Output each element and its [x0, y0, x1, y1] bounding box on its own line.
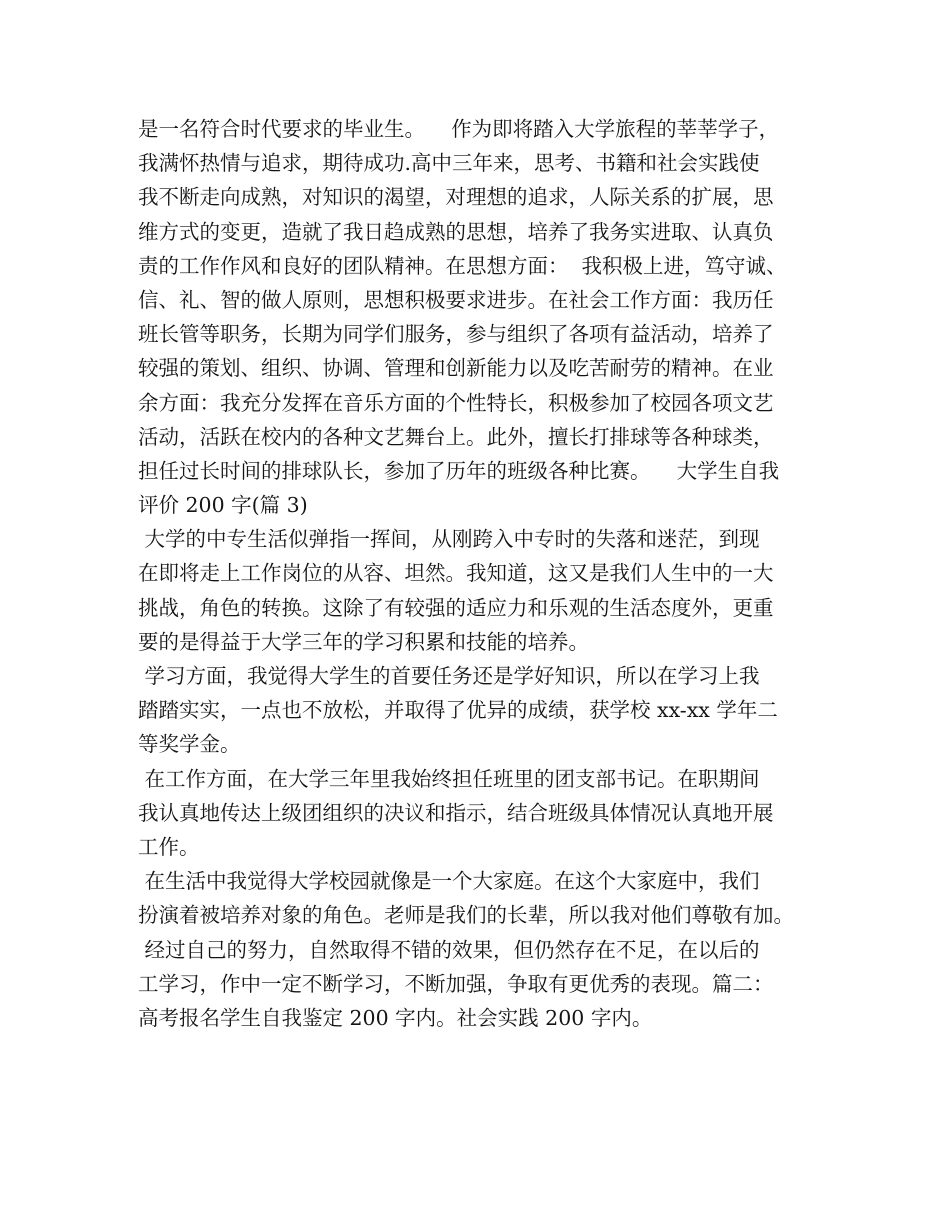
text-line-5: 责的工作作风和良好的团队精神。在思想方面： 我积极上进，笃守诚、	[138, 253, 787, 278]
text-line-9: 余方面：我充分发挥在音乐方面的个性特长，积极参加了校园各项文艺	[138, 390, 774, 415]
text-line-23: 在生活中我觉得大学校园就像是一个大家庭。在这个大家庭中，我们	[138, 869, 760, 894]
text-line-27: 高考报名学生自我鉴定 200 字内。社会实践 200 字内。	[138, 1005, 653, 1030]
text-line-21: 我认真地传达上级团组织的决议和指示，结合班级具体情况认真地开展	[138, 800, 774, 825]
section-heading-line: 评价 200 字(篇 3)	[138, 493, 308, 518]
text-line-26: 工学习，作中一定不断学习，不断加强，争取有更优秀的表现。篇二：	[138, 971, 774, 996]
text-line-10: 活动，活跃在校内的各种文艺舞台上。此外，擅长打排球等各种球类，	[138, 424, 774, 449]
text-line-14: 在即将走上工作岗位的从容、坦然。我知道，这又是我们人生中的一大	[138, 561, 774, 586]
text-line-25: 经过自己的努力，自然取得不错的效果，但仍然存在不足，在以后的	[138, 937, 760, 962]
text-line-24: 扮演着被培养对象的角色。老师是我们的长辈，所以我对他们尊敬有加。	[138, 903, 794, 928]
text-line-20: 在工作方面，在大学三年里我始终担任班里的团支部书记。在职期间	[138, 766, 760, 791]
text-line-16: 要的是得益于大学三年的学习积累和技能的培养。	[138, 629, 589, 654]
text-line-2: 我满怀热情与追求，期待成功.高中三年来，思考、书籍和社会实践使	[138, 151, 760, 176]
text-line-15: 挑战，角色的转换。这除了有较强的适应力和乐观的生活态度外，更重	[138, 595, 774, 620]
text-line-19: 等奖学金。	[138, 732, 241, 757]
text-line-11: 担任过长时间的排球队长，参加了历年的班级各种比赛。 大学生自我	[138, 458, 780, 483]
text-line-6: 信、礼、智的做人原则，思想积极要求进步。在社会工作方面：我历任	[138, 287, 774, 312]
text-line-13: 大学的中专生活似弹指一挥间，从刚跨入中专时的失落和迷茫，到现	[138, 527, 760, 552]
text-line-8: 较强的策划、组织、协调、管理和创新能力以及吃苦耐劳的精神。在业	[138, 356, 774, 381]
text-line-17: 学习方面，我觉得大学生的首要任务还是学好知识，所以在学习上我	[138, 664, 760, 688]
text-line-18: 踏踏实实，一点也不放松，并取得了优异的成绩，获学校 xx-xx 学年二	[138, 698, 778, 723]
document-body	[138, 112, 838, 1035]
text-line-22: 工作。	[138, 834, 200, 859]
text-line-1: 是一名符合时代要求的毕业生。 作为即将踏入大学旅程的莘莘学子，	[138, 117, 780, 141]
text-line-3: 我不断走向成熟，对知识的渴望，对理想的追求，人际关系的扩展，思	[138, 185, 774, 210]
text-line-7: 班长管等职务，长期为同学们服务，参与组织了各项有益活动，培养了	[138, 322, 774, 347]
text-line-4: 维方式的变更，造就了我日趋成熟的思想，培养了我务实进取、认真负	[138, 219, 774, 244]
